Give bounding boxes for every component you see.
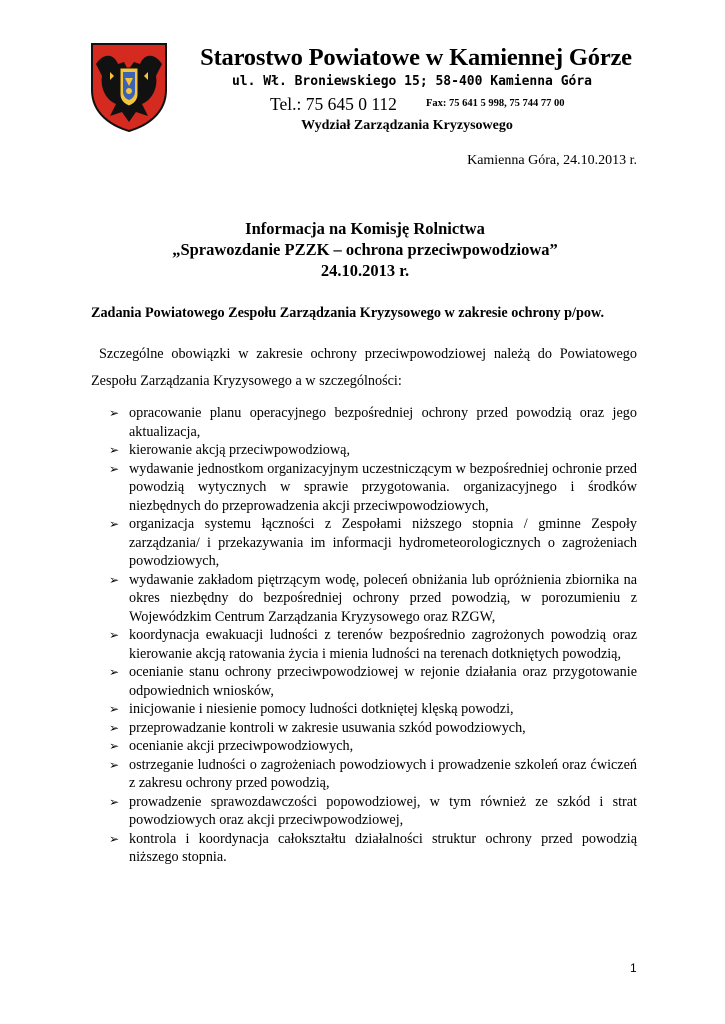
list-item: [91, 793, 637, 830]
letterhead-fax: Fax: 75 641 5 998, 75 744 77 00: [426, 98, 565, 109]
list-item-text: opracowanie planu operacyjnego bezpośredniej ochrony przed powodzią oraz jego aktualizacja,: [129, 405, 637, 440]
list-item-text: inicjowanie i niesienie pomocy ludności dotkniętej klęską powodzi,: [129, 701, 514, 717]
list-item-text: kontrola i koordynacja całokształtu działalności struktur ochrony przed powodzią niższego stopnia.: [129, 830, 637, 865]
letterhead-department: Wydział Zarządzania Kryzysowego: [301, 118, 513, 133]
list-item-text: ocenianie akcji przeciwpowodziowych,: [129, 738, 354, 754]
intro-text: Szczególne obowiązki w zakresie ochrony przeciwpowodziowej należą do Powiatowego Zespołu Zarządzania Kryzysowego a w szczególności:: [91, 346, 637, 389]
arrow-bullet-icon: ➢: [109, 461, 120, 476]
list-item: [91, 460, 637, 516]
document-title-line-2: „Sprawozdanie PZZK – ochrona przeciwpowodziowa”: [172, 240, 558, 259]
list-item: [91, 663, 637, 700]
arrow-bullet-icon: ➢: [109, 572, 120, 587]
letterhead-address: ul. Wł. Broniewskiego 15; 58-400 Kamienna Góra: [231, 74, 593, 89]
arrow-bullet-icon: ➢: [109, 757, 120, 772]
arrow-bullet-icon: ➢: [109, 739, 120, 753]
arrow-bullet-icon: ➢: [109, 702, 120, 716]
list-item-text: organizacja systemu łączności z Zespołami niższego stopnia / gminne Zespoły zarządzania/ i przekazywania im informacji hydrometeorologicznych o zagrożeniach powodziowych,: [129, 516, 637, 569]
list-item-text: kierowanie akcją przeciwpowodziową,: [129, 442, 350, 458]
list-item: [91, 700, 637, 719]
list-item-text: ocenianie stanu ochrony przeciwpowodziowej w rejonie działania oraz przygotowanie odpowiednich wniosków,: [129, 664, 637, 699]
document-title: [80, 218, 650, 281]
tasks-list: [91, 404, 637, 867]
list-item-text: prowadzenie sprawozdawczości popowodziowej, w tym również ze szkód i strat powodziowych oraz akcji przeciwpowodziowej,: [129, 793, 637, 828]
list-item: [91, 404, 637, 441]
list-item-text: ostrzeganie ludności o zagrożeniach powodziowych i prowadzenie szkoleń oraz ćwiczeń z zakresu ochrony przed powodzią,: [129, 756, 637, 791]
arrow-bullet-icon: ➢: [109, 628, 120, 642]
page-number: 1: [630, 961, 637, 975]
list-item: [91, 571, 637, 627]
arrow-bullet-icon: ➢: [109, 831, 120, 846]
list-item: [91, 737, 637, 756]
intro-paragraph: [91, 341, 637, 395]
list-item: [91, 441, 637, 460]
letterhead-title: Starostwo Powiatowe w Kamiennej Górze: [200, 44, 632, 71]
list-item-text: przeprowadzanie kontroli w zakresie usuwania szkód powodziowych,: [129, 719, 526, 736]
document-title-line-3: 24.10.2013 r.: [320, 261, 410, 280]
letterhead-phone: Tel.: 75 645 0 112: [270, 94, 397, 114]
list-item-text: koordynacja ewakuacji ludności z terenów bezpośrednio zagrożonych powodzią oraz kierowanie akcją ratowania życia i mienia ludności na terenach dotkniętych powodzią,: [129, 627, 637, 662]
arrow-bullet-icon: ➢: [109, 720, 120, 735]
arrow-bullet-icon: ➢: [109, 406, 120, 420]
list-item-text: wydawanie zakładom piętrzącym wodę, poleceń obniżania lub opróżnienia zbiornika na okres niezbędny do bezpośredniej ochrony przed powodzią, w porozumieniu z Wojewódzkim Centrum Zarządzania Kryzysowego oraz RZGW,: [129, 571, 637, 625]
county-coat-of-arms-icon: [90, 42, 168, 132]
list-item: [91, 515, 637, 571]
document-title-line-1: Informacja na Komisję Rolnictwa: [245, 219, 485, 238]
list-item: [91, 719, 637, 738]
arrow-bullet-icon: ➢: [109, 665, 120, 679]
arrow-bullet-icon: ➢: [109, 517, 120, 531]
section-heading: Zadania Powiatowego Zespołu Zarządzania Kryzysowego w zakresie ochrony p/pow.: [91, 305, 604, 321]
list-item: [91, 756, 637, 793]
document-date: Kamienna Góra, 24.10.2013 r.: [467, 153, 637, 168]
list-item-text: wydawanie jednostkom organizacyjnym uczestniczącym w bezpośredniej ochronie przed powodzią wytycznych w sprawie przygotowania. organizacyjnego i środków niezbędnych do przeprowadzenia akcji przeciwpowodziowych,: [129, 460, 637, 514]
arrow-bullet-icon: ➢: [109, 794, 120, 809]
list-item: [91, 626, 637, 663]
list-item: [91, 830, 637, 867]
arrow-bullet-icon: ➢: [109, 443, 120, 457]
